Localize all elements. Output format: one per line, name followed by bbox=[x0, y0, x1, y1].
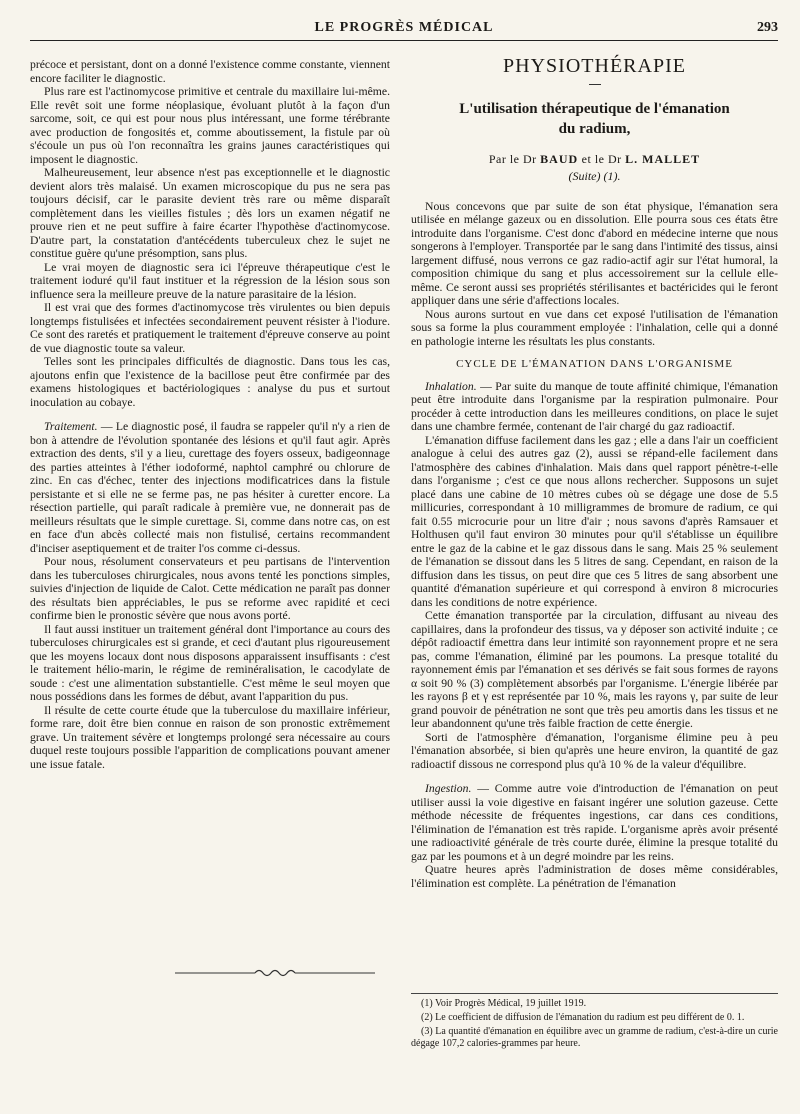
right-column bbox=[411, 55, 778, 890]
paragraph: Quatre heures après l'administration de doses même considérables, l'élimination est complète. La pénétration de l'émanation bbox=[411, 863, 778, 890]
paragraph-body: — Le diagnostic posé, il faudra se rappeler qu'il n'y a rien de bon à attendre de l'évolution spontanée des lésions et qu'il faut agir. Après extraction des dents, s'il y a lieu, curettage des foyers osseux, badigeonnage des parties atteintes à l'éther iodoformé, naphtol camphré ou chlorure de zinc. En cas d'échec, tenter des injections modificatrices dans la fistule persistante et si elle ne se ferme pas, ne pas hésiter à curetter encore. La résection partielle, qui paraît radicale à première vue, ne donnerait pas de meilleurs résultats que le simple curettage. Si, comme dans notre cas, on est en face d'un abcès collecté mais non fistulisé, certains recommandent d'inciser aseptiquement et de traiter l'os comme ci-dessus. bbox=[30, 420, 390, 555]
paragraph: Il résulte de cette courte étude que la tuberculose du maxillaire inférieur, forme rare, doit être bien connue en raison de son pronostic extrêmement grave. Un traitement sévère et longtemps prolongé sera nécessaire au cours duquel reste toujours possible l'apparition de complications pouvant amener une issue fatale. bbox=[30, 703, 390, 771]
left-column bbox=[30, 58, 390, 771]
paragraph-ingestion bbox=[411, 782, 778, 863]
paragraph: Nous concevons que par suite de son état physique, l'émanation sera utilisée en mélange gazeux ou en dissolution. Elle pourra sous ces états être introduite dans l'organisme. C'est donc d'abord en médecine interne que nous songerons à l'employer. Transportée par le sang dans l'intimité des tissus, ainsi largement diffusé, nous verrons ce gaz radio-actif agir sur l'état humoral, la composition chimique du sang et plus accessoirement sur la cellule elle-même. Ce seront aussi ses propriétés stérilisantes et bactéricides qui le feront appliquer dans une série d'affections locales. bbox=[411, 199, 778, 307]
byline bbox=[411, 153, 778, 167]
ornament-divider bbox=[175, 966, 375, 980]
author-name: L. MALLET bbox=[625, 151, 701, 166]
paragraph-lead: Inhalation. bbox=[425, 379, 477, 393]
page-number: 293 bbox=[757, 20, 778, 35]
footnotes bbox=[411, 998, 778, 1052]
article-title-line: L'utilisation thérapeutique de l'émanation bbox=[459, 100, 730, 117]
paragraph-treatment bbox=[30, 420, 390, 555]
subsection-heading: CYCLE DE L'ÉMANATION DANS L'ORGANISME bbox=[456, 358, 733, 370]
paragraph: Nous aurons surtout en vue dans cet exposé l'utilisation de l'émanation sous sa forme la plus couramment employée : l'inhalation, celle qui a donné en pathologie interne les résultats les plus constants. bbox=[411, 307, 778, 348]
journal-title: LE PROGRÈS MÉDICAL bbox=[314, 20, 494, 35]
paragraph: Le vrai moyen de diagnostic sera ici l'épreuve thérapeutique c'est le traitement ioduré qu'il faut instituer et la régression de la lésion sous son influence sera la meilleure preuve de la nature parasitaire de la lésion. bbox=[30, 260, 390, 301]
byline-text: Par le Dr bbox=[488, 151, 541, 166]
paragraph: Sorti de l'atmosphère d'émanation, l'organisme élimine peu à peu l'émanation absorbée, si bien qu'après une heure environ, la quantité de gaz radioactif dissous ne correspond plus qu'à 10 % de la valeur d'équilibre. bbox=[411, 730, 778, 771]
divider bbox=[589, 84, 601, 85]
section-heading: PHYSIOTHÉRAPIE bbox=[503, 55, 686, 77]
paragraph: Malheureusement, leur absence n'est pas exceptionnelle et le diagnostic devient alors très malaisé. Un examen microscopique du pus ne sera pas toujours décisif, car le parasite devient très rare ou même disparaît complètement dans les vieilles fistules ; dès lors un examen négatif ne prouve rien et ne peut suffire à faire écarter l'hypothèse d'actinomycose. D'autre part, la constatation d'antécédents tuberculeux chez le sujet ne constitue guère qu'une présomption, sans plus. bbox=[30, 166, 390, 260]
page-header bbox=[30, 18, 778, 41]
paragraph: Il est vrai que des formes d'actinomycose très virulentes ou bien depuis longtemps fistulisées et infectées secondairement peuvent résister à l'iodure. Ce sont des raretés et pratiquement le traitement d'épreuve conserve au point de vue diagnostic toute sa valeur. bbox=[30, 301, 390, 355]
footnote: (1) Voir Progrès Médical, 19 juillet 1919. bbox=[421, 998, 587, 1009]
article-title bbox=[411, 99, 778, 139]
paragraph-inhalation bbox=[411, 380, 778, 434]
paragraph: Plus rare est l'actinomycose primitive et centrale du maxillaire lui-même. Elle revêt soit une forme néoplasique, évoluant plutôt à la façon d'un sarcome, soit, ce qui est pour nous plus intéressant, une forme térébrante avec production de fongosités et, comme aboutissement, la fistule par où s'écoule un pus où l'on reconnaîtra les grains jaunes caractéristiques qui imposent le diagnostic. bbox=[30, 85, 390, 166]
paragraph: Pour nous, résolument conservateurs et peu partisans de l'intervention dans les tuberculoses chirurgicales, nous avons tenté les ponctions simples, suivies d'injection de liquide de Calot. Cette médication ne paraît pas donner des résultats bien appréciables, le pus se reforme avec rapidité et ceci confirme bien le pronostic sévère que nous avons porté. bbox=[30, 555, 390, 622]
article-title-line: du radium, bbox=[558, 120, 631, 137]
paragraph: Cette émanation transportée par la circulation, diffusant au niveau des capillaires, dans la profondeur des tissus, va y déposer son activité induite ; ce dépôt radioactif émettra dans leur intimité son rayonnement propre et ne sera pas, comme l'émanation, éliminé par les poumons. La presque totalité du rayonnement émis par l'émanation et ses dérivés se fait sous formes de rayons α soit 90 % (3) complètement absorbés par l'organisme. L'énergie libérée par les rayons β et γ est représentée par 10 %, mais les rayons γ, par suite de leur grand pouvoir de pénétration ne sont que très peu amortis dans les tissus et ne leur abandonnent qu'une très faible fraction de cette énergie. bbox=[411, 609, 778, 730]
author-name: BAUD bbox=[540, 151, 579, 166]
paragraph-body: — Comme autre voie d'introduction de l'émanation on peut utiliser aussi la voie digestive en faisant ingérer une solution gazeuse. Cette méthode nécessite de fréquentes ingestions, car dans ces conditions, l'élimination de l'émanation est très rapide. L'organisme après avoir présenté une radioactivité générale de très courte durée, élimine la presque totalité du gaz par les poumons et à un degré moindre par les reins. bbox=[411, 782, 778, 863]
paragraph-body: — Par suite du manque de toute affinité chimique, l'émanation peut être introduite dans l'organisme par la respiration pulmonaire. Pour procéder à cette introduction dans les meilleures conditions, on place le sujet dans une chambre fermée, contenant de l'air chargé du gaz radioactif. bbox=[411, 379, 778, 433]
footnote: (2) Le coefficient de diffusion de l'émanation du radium est peu différent de 0. 1. bbox=[421, 1012, 745, 1023]
paragraph: L'émanation diffuse facilement dans les gaz ; elle a dans l'air un coefficient analogue à celui des autres gaz (2), aussi se répand-elle facilement dans l'atmosphère des cabines d'inhalation. Mais dans quel rapport pénètre-t-elle dans l'organisme ; c'est ce que nous allons rechercher. Supposons un sujet placé dans une cabine de 10 mètres cubes où se dégage une dose de 5.5 millicuries, correspondant à 10 milligrammes de bromure de radium, ce qui fait 0.55 microcurie pour un litre d'air ; nous savons d'après Ramsauer et Holthusen qu'il faut environ 30 minutes pour qu'il s'établisse un équilibre entre le gaz de la cabine et le gaz dissous dans le sang. Mais 25 % seulement de l'émanation se dissout dans les 5 litres de sang. Cependant, en raison de la diffusion dans les tissus, on peut dire que ces 5 litres de sang absorbent une quantité d'émanation supérieure et qui correspond à environ 8 microcuries dans les conditions de notre expérience. bbox=[411, 433, 778, 609]
footnote: (3) La quantité d'émanation en équilibre avec un gramme de radium, c'est-à-dire un curie dégage 107,2 calories-grammes par heure. bbox=[411, 1026, 778, 1049]
paragraph: précoce et persistant, dont on a donné l'existence comme constante, viennent encore faciliter le diagnostic. bbox=[30, 58, 390, 85]
footnote-divider bbox=[411, 993, 778, 994]
paragraph-lead: Ingestion. bbox=[425, 782, 472, 795]
paragraph: Il faut aussi instituer un traitement général dont l'importance au cours des tuberculoses chirurgicales est si grande, et ceci d'autant plus rigoureusement que les moyens locaux dont nous disposons apparaissent insuffisants : c'est le traitement hélio-marin, le régime de reminéralisation, le cacodylate de soude : c'est une alimentation substantielle. C'est même le seul moyen que nous possédions dans les formes de début, avant l'apparition du pus. bbox=[30, 622, 390, 703]
paragraph: Telles sont les principales difficultés de diagnostic. Dans tous les cas, ajoutons enfin que l'existence de la bacillose peut être confirmée par des examens histologiques et bactériologiques : analyse du pus et surtout inoculation au cobaye. bbox=[30, 355, 390, 409]
paragraph-lead: Traitement. bbox=[44, 420, 98, 433]
byline-text: et le Dr bbox=[578, 151, 626, 166]
continued-note: (Suite) (1). bbox=[568, 169, 621, 183]
